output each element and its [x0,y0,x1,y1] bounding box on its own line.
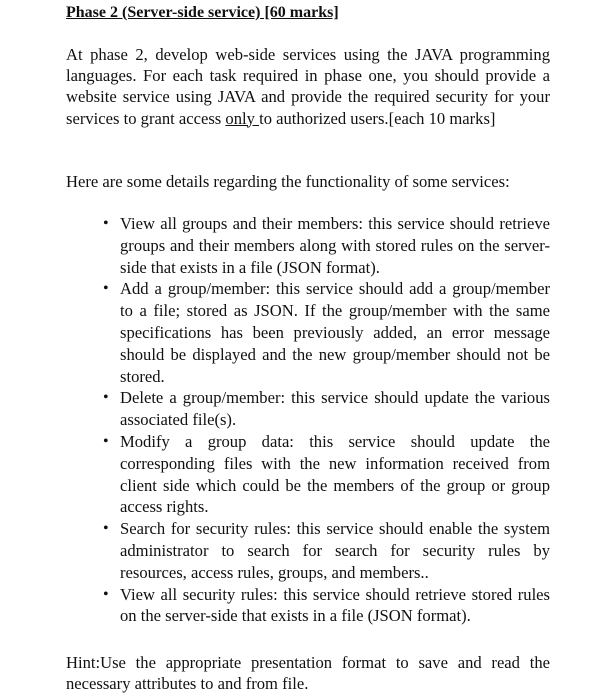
service-text: Add a group/member: this service should add a group/member to a file; stored as JSON. If the group/member with the same specifications has been previously added, an error message should be displayed and the new group/member should not be stored. [120,279,550,386]
page-title: Phase 2 (Server-side service) [60 marks] [66,4,339,21]
bullet-icon: • [103,432,109,450]
list-item [103,431,550,518]
intro-text: At phase 2, develop web-side services using the JAVA programming languages. For each task required in phase one, you should provide a website service using JAVA and provide the required security for your services to grant access [66,45,550,128]
bullet-icon: • [103,585,109,603]
intro-paragraph [66,44,550,129]
service-text: Modify a group data: this service should update the corresponding files with the new information received from client side which could be the members of the group or group access rights. [120,431,550,517]
intro-underlined-text: only [225,108,260,128]
list-item [103,518,550,583]
bullet-icon: • [103,215,109,232]
service-text: View all groups and their members: this service should retrieve groups and their members along with stored rules on the server-side that exists in a file (JSON format). [120,214,550,277]
list-item [103,387,550,431]
bullet-icon: • [103,389,109,407]
hint-paragraph: Hint:Use the appropriate presentation format to save and read the necessary attributes to and from file. [66,653,550,694]
bullet-icon: • [103,520,109,538]
list-item [103,213,550,278]
details-intro: Here are some details regarding the functionality of some services: [66,172,510,191]
service-text: Search for security rules: this service should enable the system administrator to search for search for security rules by resources, access rules, groups, and members.. [120,519,550,582]
intro-text-end: to authorized users.[each 10 marks] [259,108,496,128]
service-text: Delete a group/member: this service should update the various associated file(s). [120,388,550,430]
services-list [103,213,550,627]
list-item [103,584,550,628]
list-item [103,278,550,387]
service-text: View all security rules: this service should retrieve stored rules on the server-side that exists in a file (JSON format). [120,584,550,626]
bullet-icon: • [103,280,109,298]
